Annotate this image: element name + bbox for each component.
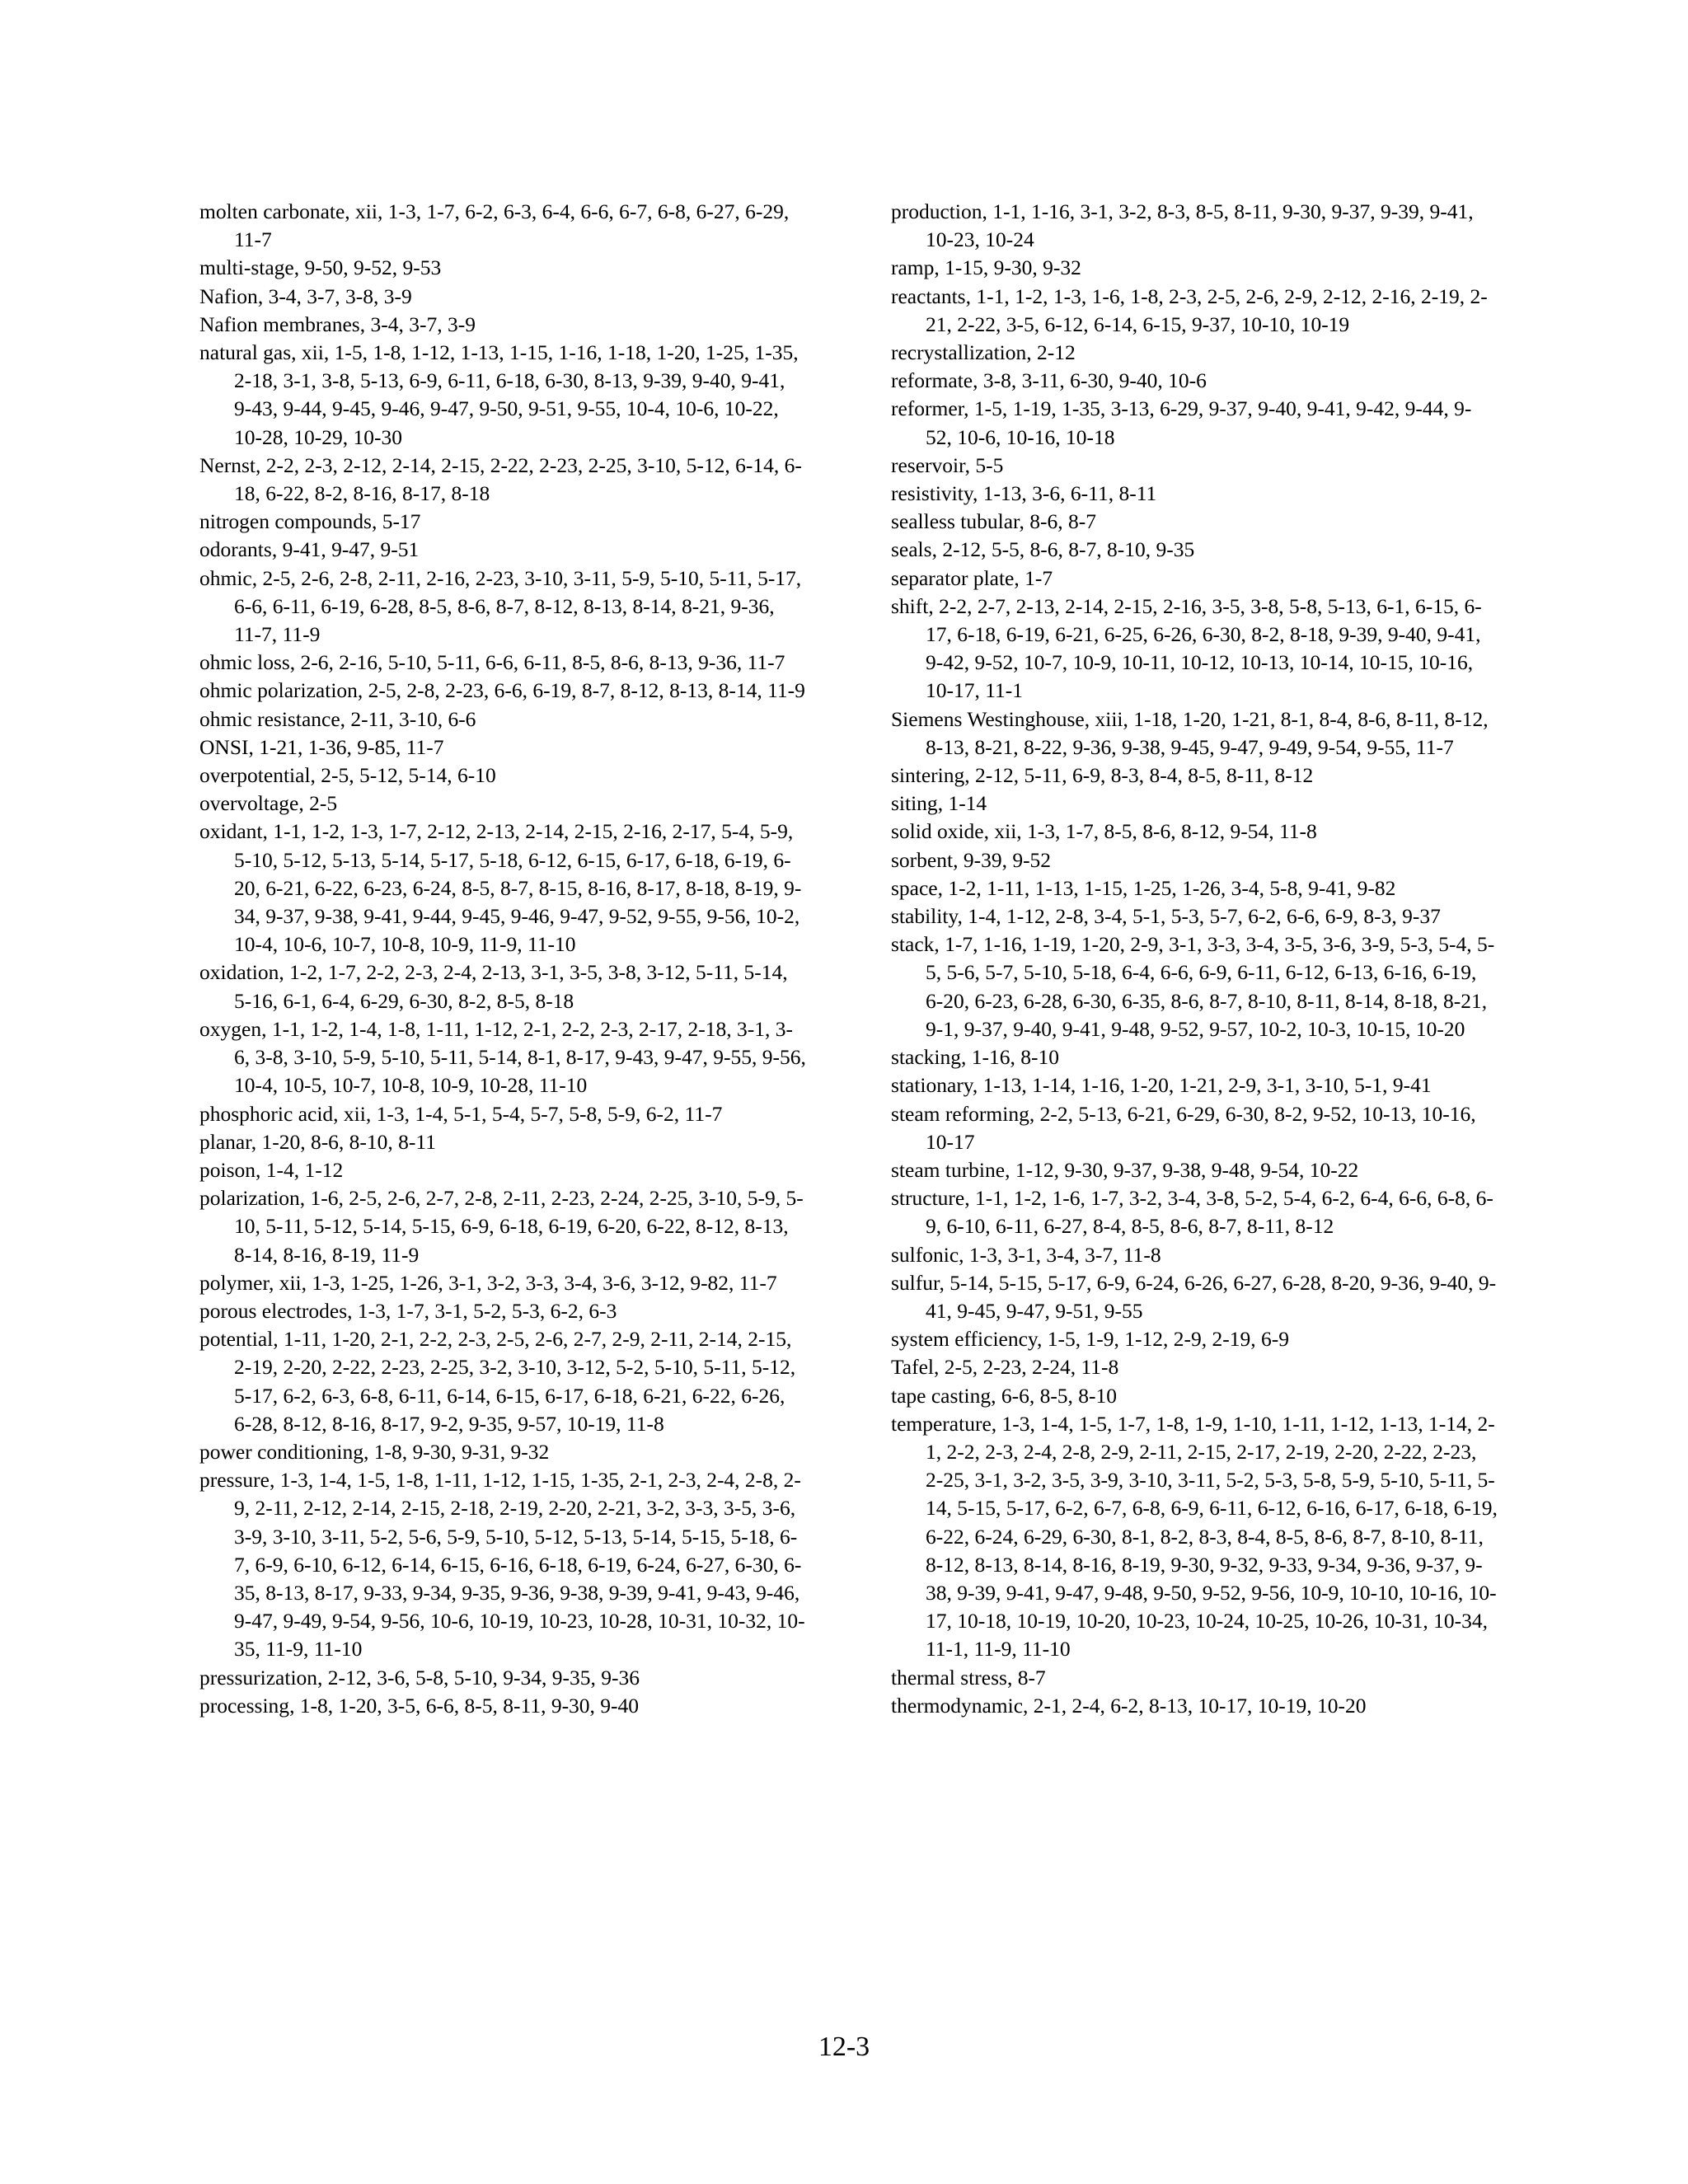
index-term: stability [891, 904, 958, 929]
index-refs: 2-5 [309, 791, 338, 816]
index-entry: overvoltage, 2-5 [199, 791, 338, 816]
index-entry: molten carbonate, xii, 1-3, 1-7, 6-2, 6-3, 6-4, 6-6, 6-7, 6-8, 6-27, 6-29, 11-7 [199, 199, 790, 252]
index-entry: phosphoric acid, xii, 1-3, 1-4, 5-1, 5-4, 5-7, 5-8, 5-9, 6-2, 11-7 [199, 1101, 723, 1126]
index-term: sulfonic [891, 1242, 959, 1267]
index-entry: oxygen, 1-1, 1-2, 1-4, 1-8, 1-11, 1-12, 2-1, 2-2, 2-3, 2-17, 2-18, 3-1, 3-6, 3-8, 3-10, 5-9, 5-10, 5-11, 5-14, 8-1, 8-17, 9-43, 9-47, 9-55, 9-56, 10-4, 10-5, 10-7, 10-8, 10-9, 10-28, 11-10 [199, 1016, 806, 1098]
index-entry: polymer, xii, 1-3, 1-25, 1-26, 3-1, 3-2, 3-3, 3-4, 3-6, 3-12, 9-82, 11-7 [199, 1270, 777, 1295]
index-term: polymer [199, 1270, 269, 1295]
index-entry: stacking, 1-16, 8-10 [891, 1045, 1059, 1070]
index-term: Siemens Westinghouse [891, 706, 1085, 731]
index-refs: 1-7 [1025, 565, 1053, 590]
index-entry: pressurization, 2-12, 3-6, 5-8, 5-10, 9-34, 9-35, 9-36 [199, 1665, 640, 1690]
index-entry: reformate, 3-8, 3-11, 6-30, 9-40, 10-6 [891, 368, 1207, 393]
index-entry: shift, 2-2, 2-7, 2-13, 2-14, 2-15, 2-16, 3-5, 3-8, 5-8, 5-13, 6-1, 6-15, 6-17, 6-18, 6-19, 6-21, 6-25, 6-26, 6-30, 8-2, 8-18, 9-39, 9-40, 9-41, 9-42, 9-52, 10-7, 10-9, 10-11, 10-12, 10-13, 10-14, 10-15, 10-16, 10-17, 11-1 [891, 593, 1482, 703]
index-refs: 1-11, 1-20, 2-1, 2-2, 2-3, 2-5, 2-6, 2-7, 2-9, 2-11, 2-14, 2-15, 2-19, 2-20, 2-22, 2-23, 2-25, 3-2, 3-10, 3-12, 5-2, 5-10, 5-11, 5-12, 5-17, 6-2, 6-3, 6-8, 6-11, 6-14, 6-15, 6-17, 6-18, 6-21, 6-22, 6-26, 6-28, 8-12, 8-16, 8-17, 9-2, 9-35, 9-57, 10-19, 11-8 [234, 1327, 796, 1436]
index-refs: 1-3, 3-1, 3-4, 3-7, 11-8 [968, 1242, 1161, 1267]
index-entry: recrystallization, 2-12 [891, 340, 1076, 365]
index-refs: 1-4, 1-12 [265, 1157, 344, 1182]
index-refs: 5-17 [382, 509, 421, 534]
index-entry: ramp, 1-15, 9-30, 9-32 [891, 255, 1081, 280]
index-term: ohmic polarization [199, 678, 358, 703]
index-term: ohmic loss [199, 650, 290, 675]
index-term: sintering [891, 763, 965, 788]
index-entry: natural gas, xii, 1-5, 1-8, 1-12, 1-13, 1-15, 1-16, 1-18, 1-20, 1-25, 1-35, 2-18, 3-1, 3-8, 5-13, 6-9, 6-11, 6-18, 6-30, 8-13, 9-39, 9-40, 9-41, 9-43, 9-44, 9-45, 9-46, 9-47, 9-50, 9-51, 9-55, 10-4, 10-6, 10-22, 10-28, 10-29, 10-30 [199, 340, 799, 449]
index-refs: 1-13, 3-6, 6-11, 8-11 [982, 481, 1157, 506]
index-entry: stack, 1-7, 1-16, 1-19, 1-20, 2-9, 3-1, 3-3, 3-4, 3-5, 3-6, 3-9, 5-3, 5-4, 5-5, 5-6, 5-7, 5-10, 5-18, 6-4, 6-6, 6-9, 6-11, 6-12, 6-13, 6-16, 6-19, 6-20, 6-23, 6-28, 6-30, 6-35, 8-6, 8-7, 8-10, 8-11, 8-14, 8-18, 8-21, 9-1, 9-37, 9-40, 9-41, 9-48, 9-52, 9-57, 10-2, 10-3, 10-15, 10-20 [891, 932, 1495, 1041]
index-term: production [891, 199, 982, 223]
index-refs: 1-12, 9-30, 9-37, 9-38, 9-48, 9-54, 10-22 [1015, 1157, 1359, 1182]
index-refs: 9-41, 9-47, 9-51 [282, 537, 420, 562]
index-entry: steam turbine, 1-12, 9-30, 9-37, 9-38, 9-48, 9-54, 10-22 [891, 1157, 1359, 1182]
index-refs: 1-1, 1-2, 1-3, 1-7, 2-12, 2-13, 2-14, 2-15, 2-16, 2-17, 5-4, 5-9, 5-10, 5-12, 5-13, 5-14, 5-17, 5-18, 6-12, 6-15, 6-17, 6-18, 6-19, 6-20, 6-21, 6-22, 6-23, 6-24, 8-5, 8-7, 8-15, 8-16, 8-17, 8-18, 8-19, 9-34, 9-37, 9-38, 9-41, 9-44, 9-45, 9-46, 9-47, 9-52, 9-55, 9-56, 10-2, 10-4, 10-6, 10-7, 10-8, 10-9, 11-9, 11-10 [234, 819, 802, 957]
index-refs: 2-5, 5-12, 5-14, 6-10 [321, 763, 496, 788]
index-entry: Nafion membranes, 3-4, 3-7, 3-9 [199, 312, 476, 336]
index-term: oxidant [199, 819, 263, 844]
index-entry: planar, 1-20, 8-6, 8-10, 8-11 [199, 1129, 436, 1154]
index-term: poison [199, 1157, 256, 1182]
index-term: separator plate [891, 565, 1015, 590]
index-entry: reformer, 1-5, 1-19, 1-35, 3-13, 6-29, 9-37, 9-40, 9-41, 9-42, 9-44, 9-52, 10-6, 10-16, 10-18 [891, 396, 1472, 449]
index-term: potential [199, 1327, 274, 1352]
index-entry: solid oxide, xii, 1-3, 1-7, 8-5, 8-6, 8-12, 9-54, 11-8 [891, 819, 1317, 844]
index-entry: stationary, 1-13, 1-14, 1-16, 1-20, 1-21, 2-9, 3-1, 3-10, 5-1, 9-41 [891, 1073, 1432, 1098]
page-number: 12-3 [818, 2032, 870, 2062]
index-refs: xii, 1-3, 1-4, 5-1, 5-4, 5-7, 5-8, 5-9, 6-2, 11-7 [343, 1101, 723, 1126]
index-entry: tape casting, 6-6, 8-5, 8-10 [891, 1383, 1118, 1408]
index-term: processing [199, 1693, 290, 1718]
index-term: phosphoric acid [199, 1101, 334, 1126]
index-term: stacking [891, 1045, 961, 1070]
index-refs: 2-5, 2-23, 2-24, 11-8 [944, 1355, 1119, 1380]
index-term: porous electrodes [199, 1298, 348, 1323]
index-term: thermal stress [891, 1665, 1007, 1690]
index-entry: Nafion, 3-4, 3-7, 3-8, 3-9 [199, 284, 412, 308]
index-term: reformate [891, 368, 973, 393]
index-entry: ohmic resistance, 2-11, 3-10, 6-6 [199, 706, 476, 731]
index-entry: overpotential, 2-5, 5-12, 5-14, 6-10 [199, 763, 496, 788]
index-refs: 2-1, 2-4, 6-2, 8-13, 10-17, 10-19, 10-20 [1033, 1693, 1367, 1718]
index-refs: 2-5, 2-8, 2-23, 6-6, 6-19, 8-7, 8-12, 8-13, 8-14, 11-9 [368, 678, 805, 703]
index-refs: 1-14 [948, 791, 987, 816]
index-refs: 1-1, 1-2, 1-4, 1-8, 1-11, 1-12, 2-1, 2-2, 2-3, 2-17, 2-18, 3-1, 3-6, 3-8, 3-10, 5-9, 5-10, 5-11, 5-14, 8-1, 8-17, 9-43, 9-47, 9-55, 9-56, 10-4, 10-5, 10-7, 10-8, 10-9, 10-28, 11-10 [234, 1016, 806, 1098]
index-term: power conditioning [199, 1439, 364, 1464]
index-term: steam turbine [891, 1157, 1006, 1182]
index-term: Tafel [891, 1355, 935, 1380]
index-term: odorants [199, 537, 272, 562]
index-entry: ohmic, 2-5, 2-6, 2-8, 2-11, 2-16, 2-23, 3-10, 3-11, 5-9, 5-10, 5-11, 5-17, 6-6, 6-11, 6-19, 6-28, 8-5, 8-6, 8-7, 8-12, 8-13, 8-14, 8-21, 9-36, 11-7, 11-9 [199, 565, 802, 647]
index-entry: nitrogen compounds, 5-17 [199, 509, 421, 534]
index-refs: 1-8, 9-30, 9-31, 9-32 [373, 1439, 550, 1464]
index-term: natural gas [199, 340, 292, 365]
index-refs: 2-2, 2-3, 2-12, 2-14, 2-15, 2-22, 2-23, 2-25, 3-10, 5-12, 6-14, 6-18, 6-22, 8-2, 8-16, 8-17, 8-18 [234, 452, 802, 506]
index-entry: sulfonic, 1-3, 3-1, 3-4, 3-7, 11-8 [891, 1242, 1161, 1267]
index-refs: 2-5, 2-6, 2-8, 2-11, 2-16, 2-23, 3-10, 3-11, 5-9, 5-10, 5-11, 5-17, 6-6, 6-11, 6-19, 6-28, 8-5, 8-6, 8-7, 8-12, 8-13, 8-14, 8-21, 9-36, 11-7, 11-9 [234, 565, 802, 647]
index-refs: 1-6, 2-5, 2-6, 2-7, 2-8, 2-11, 2-23, 2-24, 2-25, 3-10, 5-9, 5-10, 5-11, 5-12, 5-14, 5-15, 6-9, 6-18, 6-19, 6-20, 6-22, 8-12, 8-13, 8-14, 8-16, 8-19, 11-9 [234, 1186, 804, 1267]
index-entry: ohmic loss, 2-6, 2-16, 5-10, 5-11, 6-6, 6-11, 8-5, 8-6, 8-13, 9-36, 11-7 [199, 650, 785, 675]
index-refs: xii, 1-3, 1-7, 6-2, 6-3, 6-4, 6-6, 6-7, 6-8, 6-27, 6-29, 11-7 [234, 199, 790, 252]
index-entry: reactants, 1-1, 1-2, 1-3, 1-6, 1-8, 2-3, 2-5, 2-6, 2-9, 2-12, 2-16, 2-19, 2-21, 2-22, 3-5, 6-12, 6-14, 6-15, 9-37, 10-10, 10-19 [891, 284, 1488, 336]
index-term: oxidation [199, 960, 279, 985]
index-refs: 1-2, 1-11, 1-13, 1-15, 1-25, 1-26, 3-4, 5-8, 9-41, 9-82 [948, 875, 1396, 900]
index-refs: 1-15, 9-30, 9-32 [945, 255, 1081, 280]
index-term: Nafion [199, 284, 258, 308]
index-entry: temperature, 1-3, 1-4, 1-5, 1-7, 1-8, 1-9, 1-10, 1-11, 1-12, 1-13, 1-14, 2-1, 2-2, 2-3, 2-4, 2-8, 2-9, 2-11, 2-15, 2-17, 2-19, 2-20, 2-22, 2-23, 2-25, 3-1, 3-2, 3-5, 3-9, 3-10, 3-11, 5-2, 5-3, 5-8, 5-9, 5-10, 5-11, 5-14, 5-15, 5-17, 6-2, 6-7, 6-8, 6-9, 6-11, 6-12, 6-16, 6-17, 6-18, 6-19, 6-22, 6-24, 6-29, 6-30, 8-1, 8-2, 8-3, 8-4, 8-5, 8-6, 8-7, 8-10, 8-11, 8-12, 8-13, 8-14, 8-16, 8-19, 9-30, 9-32, 9-33, 9-34, 9-36, 9-37, 9-38, 9-39, 9-41, 9-47, 9-48, 9-50, 9-52, 9-56, 10-9, 10-10, 10-16, 10-17, 10-18, 10-19, 10-20, 10-23, 10-24, 10-25, 10-26, 10-31, 10-34, 11-1, 11-9, 11-10 [891, 1411, 1498, 1661]
index-entry: reservoir, 5-5 [891, 452, 1004, 477]
index-term: nitrogen compounds [199, 509, 372, 534]
index-term: reformer [891, 396, 964, 421]
index-entry: thermodynamic, 2-1, 2-4, 6-2, 8-13, 10-17, 10-19, 10-20 [891, 1693, 1367, 1718]
index-entry: sealless tubular, 8-6, 8-7 [891, 509, 1096, 534]
index-term: system efficiency [891, 1327, 1038, 1352]
index-refs: 1-1, 1-2, 1-3, 1-6, 1-8, 2-3, 2-5, 2-6, 2-9, 2-12, 2-16, 2-19, 2-21, 2-22, 3-5, 6-12, 6-14, 6-15, 9-37, 10-10, 10-19 [926, 284, 1488, 336]
index-term: sorbent [891, 847, 954, 872]
index-refs: 1-3, 1-4, 1-5, 1-8, 1-11, 1-12, 1-15, 1-35, 2-1, 2-3, 2-4, 2-8, 2-9, 2-11, 2-12, 2-14, 2-15, 2-18, 2-19, 2-20, 2-21, 3-2, 3-3, 3-5, 3-6, 3-9, 3-10, 3-11, 5-2, 5-6, 5-9, 5-10, 5-12, 5-13, 5-14, 5-15, 5-18, 6-7, 6-9, 6-10, 6-12, 6-14, 6-15, 6-16, 6-18, 6-19, 6-24, 6-27, 6-30, 6-35, 8-13, 8-17, 9-33, 9-34, 9-35, 9-36, 9-38, 9-39, 9-41, 9-43, 9-46, 9-47, 9-49, 9-54, 9-56, 10-6, 10-19, 10-23, 10-28, 10-31, 10-32, 10-35, 11-9, 11-10 [234, 1468, 805, 1661]
index-term: overpotential [199, 763, 311, 788]
index-refs: 1-5, 1-9, 1-12, 2-9, 2-19, 6-9 [1047, 1327, 1289, 1352]
index-refs: 1-2, 1-7, 2-2, 2-3, 2-4, 2-13, 3-1, 3-5, 3-8, 3-12, 5-11, 5-14, 5-16, 6-1, 6-4, 6-29, 6-30, 8-2, 8-5, 8-18 [234, 960, 788, 1013]
index-term: ramp [891, 255, 935, 280]
index-entry: ONSI, 1-21, 1-36, 9-85, 11-7 [199, 734, 444, 759]
index-entry: space, 1-2, 1-11, 1-13, 1-15, 1-25, 1-26, 3-4, 5-8, 9-41, 9-82 [891, 875, 1396, 900]
index-term: structure [891, 1186, 965, 1211]
index-refs: xiii, 1-18, 1-20, 1-21, 8-1, 8-4, 8-6, 8-11, 8-12, 8-13, 8-21, 8-22, 9-36, 9-38, 9-45, 9-47, 9-49, 9-54, 9-55, 11-7 [926, 706, 1489, 759]
index-refs: 3-4, 3-7, 3-8, 3-9 [268, 284, 412, 308]
index-entry: pressure, 1-3, 1-4, 1-5, 1-8, 1-11, 1-12, 1-15, 1-35, 2-1, 2-3, 2-4, 2-8, 2-9, 2-11, 2-12, 2-14, 2-15, 2-18, 2-19, 2-20, 2-21, 3-2, 3-3, 3-5, 3-6, 3-9, 3-10, 3-11, 5-2, 5-6, 5-9, 5-10, 5-12, 5-13, 5-14, 5-15, 5-18, 6-7, 6-9, 6-10, 6-12, 6-14, 6-15, 6-16, 6-18, 6-19, 6-24, 6-27, 6-30, 6-35, 8-13, 8-17, 9-33, 9-34, 9-35, 9-36, 9-38, 9-39, 9-41, 9-43, 9-46, 9-47, 9-49, 9-54, 9-56, 10-6, 10-19, 10-23, 10-28, 10-31, 10-32, 10-35, 11-9, 11-10 [199, 1468, 805, 1661]
index-entry: Siemens Westinghouse, xiii, 1-18, 1-20, 1-21, 8-1, 8-4, 8-6, 8-11, 8-12, 8-13, 8-21, 8-22, 9-36, 9-38, 9-45, 9-47, 9-49, 9-54, 9-55, 11-7 [891, 706, 1489, 759]
index-refs: 1-8, 1-20, 3-5, 6-6, 8-5, 8-11, 9-30, 9-40 [299, 1693, 640, 1718]
index-entry: porous electrodes, 1-3, 1-7, 3-1, 5-2, 5-3, 6-2, 6-3 [199, 1298, 617, 1323]
index-refs: 1-20, 8-6, 8-10, 8-11 [261, 1129, 436, 1154]
index-term: multi-stage [199, 255, 294, 280]
index-entry: siting, 1-14 [891, 791, 987, 816]
index-refs: 1-4, 1-12, 2-8, 3-4, 5-1, 5-3, 5-7, 6-2, 6-6, 6-9, 8-3, 9-37 [968, 904, 1441, 929]
index-entry: potential, 1-11, 1-20, 2-1, 2-2, 2-3, 2-5, 2-6, 2-7, 2-9, 2-11, 2-14, 2-15, 2-19, 2-20, 2-22, 2-23, 2-25, 3-2, 3-10, 3-12, 5-2, 5-10, 5-11, 5-12, 5-17, 6-2, 6-3, 6-8, 6-11, 6-14, 6-15, 6-17, 6-18, 6-21, 6-22, 6-26, 6-28, 8-12, 8-16, 8-17, 9-2, 9-35, 9-57, 10-19, 11-8 [199, 1327, 796, 1436]
index-entry: resistivity, 1-13, 3-6, 6-11, 8-11 [891, 481, 1157, 506]
index-term: molten carbonate [199, 199, 345, 223]
index-refs: 3-8, 3-11, 6-30, 9-40, 10-6 [982, 368, 1207, 393]
index-entry: structure, 1-1, 1-2, 1-6, 1-7, 3-2, 3-4, 3-8, 5-2, 5-4, 6-2, 6-4, 6-6, 6-8, 6-9, 6-10, 6-11, 6-27, 8-4, 8-5, 8-6, 8-7, 8-11, 8-12 [891, 1186, 1493, 1239]
index-entry: ohmic polarization, 2-5, 2-8, 2-23, 6-6, 6-19, 8-7, 8-12, 8-13, 8-14, 11-9 [199, 678, 805, 703]
index-entry: polarization, 1-6, 2-5, 2-6, 2-7, 2-8, 2-11, 2-23, 2-24, 2-25, 3-10, 5-9, 5-10, 5-11, 5-12, 5-14, 5-15, 6-9, 6-18, 6-19, 6-20, 6-22, 8-12, 8-13, 8-14, 8-16, 8-19, 11-9 [199, 1186, 804, 1267]
index-term: resistivity [891, 481, 973, 506]
index-refs: 6-6, 8-5, 8-10 [1001, 1383, 1118, 1408]
index-refs: 2-12, 3-6, 5-8, 5-10, 9-34, 9-35, 9-36 [327, 1665, 640, 1690]
index-column-right [891, 198, 1498, 1720]
index-term: seals [891, 537, 932, 562]
index-entry: processing, 1-8, 1-20, 3-5, 6-6, 8-5, 8-11, 9-30, 9-40 [199, 1693, 640, 1718]
index-refs: 1-21, 1-36, 9-85, 11-7 [259, 734, 444, 759]
index-term: temperature [891, 1411, 992, 1436]
index-entry: stability, 1-4, 1-12, 2-8, 3-4, 5-1, 5-3, 5-7, 6-2, 6-6, 6-9, 8-3, 9-37 [891, 904, 1441, 929]
index-refs: 1-13, 1-14, 1-16, 1-20, 1-21, 2-9, 3-1, 3-10, 5-1, 9-41 [982, 1073, 1432, 1098]
index-term: ohmic [199, 565, 252, 590]
index-entry: system efficiency, 1-5, 1-9, 1-12, 2-9, 2-19, 6-9 [891, 1327, 1289, 1352]
index-entry: sintering, 2-12, 5-11, 6-9, 8-3, 8-4, 8-5, 8-11, 8-12 [891, 763, 1314, 788]
index-refs: 9-50, 9-52, 9-53 [304, 255, 442, 280]
index-column-left [199, 198, 806, 1720]
index-entry: seals, 2-12, 5-5, 8-6, 8-7, 8-10, 9-35 [891, 537, 1195, 562]
index-refs: 2-12 [1037, 340, 1076, 365]
index-refs: 1-5, 1-19, 1-35, 3-13, 6-29, 9-37, 9-40, 9-41, 9-42, 9-44, 9-52, 10-6, 10-16, 10-18 [926, 396, 1472, 449]
index-refs: 3-4, 3-7, 3-9 [370, 312, 476, 336]
index-entry: poison, 1-4, 1-12 [199, 1157, 344, 1182]
index-refs: 8-7 [1017, 1665, 1046, 1690]
index-term: sealless tubular [891, 509, 1020, 534]
index-refs: 9-39, 9-52 [963, 847, 1052, 872]
index-term: siting [891, 791, 938, 816]
index-refs: xii, 1-3, 1-7, 8-5, 8-6, 8-12, 9-54, 11-8 [994, 819, 1317, 844]
index-refs: 1-3, 1-4, 1-5, 1-7, 1-8, 1-9, 1-10, 1-11, 1-12, 1-13, 1-14, 2-1, 2-2, 2-3, 2-4, 2-8, 2-9, 2-11, 2-15, 2-17, 2-19, 2-20, 2-22, 2-23, 2-25, 3-1, 3-2, 3-5, 3-9, 3-10, 3-11, 5-2, 5-3, 5-8, 5-9, 5-10, 5-11, 5-14, 5-15, 5-17, 6-2, 6-7, 6-8, 6-9, 6-11, 6-12, 6-16, 6-17, 6-18, 6-19, 6-22, 6-24, 6-29, 6-30, 8-1, 8-2, 8-3, 8-4, 8-5, 8-6, 8-7, 8-10, 8-11, 8-12, 8-13, 8-14, 8-16, 8-19, 9-30, 9-32, 9-33, 9-34, 9-36, 9-37, 9-38, 9-39, 9-41, 9-47, 9-48, 9-50, 9-52, 9-56, 10-9, 10-10, 10-16, 10-17, 10-18, 10-19, 10-20, 10-23, 10-24, 10-25, 10-26, 10-31, 10-34, 11-1, 11-9, 11-10 [926, 1411, 1498, 1661]
index-refs: 1-16, 8-10 [971, 1045, 1059, 1070]
index-term: stationary [891, 1073, 973, 1098]
index-term: shift [891, 593, 929, 618]
index-term: reservoir [891, 452, 965, 477]
index-refs: 5-14, 5-15, 5-17, 6-9, 6-24, 6-26, 6-27, 6-28, 8-20, 9-36, 9-40, 9-41, 9-45, 9-47, 9-51, 9-55 [926, 1270, 1497, 1323]
index-refs: xii, 1-3, 1-25, 1-26, 3-1, 3-2, 3-3, 3-4, 3-6, 3-12, 9-82, 11-7 [279, 1270, 777, 1295]
index-refs: 2-12, 5-11, 6-9, 8-3, 8-4, 8-5, 8-11, 8-12 [975, 763, 1314, 788]
index-term: stack [891, 932, 935, 957]
index-term: recrystallization [891, 340, 1027, 365]
index-term: pressurization [199, 1665, 318, 1690]
index-refs: 5-5 [975, 452, 1004, 477]
index-term: Nafion membranes [199, 312, 360, 336]
index-term: sulfur [891, 1270, 940, 1295]
index-term: reactants [891, 284, 966, 308]
index-refs: 1-1, 1-16, 3-1, 3-2, 8-3, 8-5, 8-11, 9-30, 9-37, 9-39, 9-41, 10-23, 10-24 [926, 199, 1474, 252]
index-term: space [891, 875, 938, 900]
index-term: oxygen [199, 1016, 262, 1041]
index-term: tape casting [891, 1383, 992, 1408]
index-entry: Tafel, 2-5, 2-23, 2-24, 11-8 [891, 1355, 1119, 1380]
index-refs: 8-6, 8-7 [1029, 509, 1096, 534]
index-refs: 2-12, 5-5, 8-6, 8-7, 8-10, 9-35 [942, 537, 1195, 562]
index-term: ONSI [199, 734, 249, 759]
index-entry: power conditioning, 1-8, 9-30, 9-31, 9-32 [199, 1439, 550, 1464]
index-refs: 1-3, 1-7, 3-1, 5-2, 5-3, 6-2, 6-3 [357, 1298, 617, 1323]
index-entry: production, 1-1, 1-16, 3-1, 3-2, 8-3, 8-5, 8-11, 9-30, 9-37, 9-39, 9-41, 10-23, 10-24 [891, 199, 1474, 252]
index-entry: Nernst, 2-2, 2-3, 2-12, 2-14, 2-15, 2-22, 2-23, 2-25, 3-10, 5-12, 6-14, 6-18, 6-22, 8-2, 8-16, 8-17, 8-18 [199, 452, 802, 506]
index-term: polarization [199, 1186, 300, 1211]
index-entry: odorants, 9-41, 9-47, 9-51 [199, 537, 420, 562]
index-refs: xii, 1-5, 1-8, 1-12, 1-13, 1-15, 1-16, 1-18, 1-20, 1-25, 1-35, 2-18, 3-1, 3-8, 5-13, 6-9, 6-11, 6-18, 6-30, 8-13, 9-39, 9-40, 9-41, 9-43, 9-44, 9-45, 9-46, 9-47, 9-50, 9-51, 9-55, 10-4, 10-6, 10-22, 10-28, 10-29, 10-30 [234, 340, 799, 449]
index-entry: steam reforming, 2-2, 5-13, 6-21, 6-29, 6-30, 8-2, 9-52, 10-13, 10-16, 10-17 [891, 1101, 1476, 1154]
index-entry: oxidation, 1-2, 1-7, 2-2, 2-3, 2-4, 2-13, 3-1, 3-5, 3-8, 3-12, 5-11, 5-14, 5-16, 6-1, 6-4, 6-29, 6-30, 8-2, 8-5, 8-18 [199, 960, 788, 1013]
index-entry: sorbent, 9-39, 9-52 [891, 847, 1052, 872]
index-term: Nernst [199, 452, 256, 477]
index-refs: 2-11, 3-10, 6-6 [350, 706, 476, 731]
index-term: pressure [199, 1468, 270, 1493]
index-term: planar [199, 1129, 251, 1154]
index-entry: sulfur, 5-14, 5-15, 5-17, 6-9, 6-24, 6-26, 6-27, 6-28, 8-20, 9-36, 9-40, 9-41, 9-45, 9-47, 9-51, 9-55 [891, 1270, 1497, 1323]
index-term: solid oxide [891, 819, 984, 844]
index-refs: 2-2, 2-7, 2-13, 2-14, 2-15, 2-16, 3-5, 3-8, 5-8, 5-13, 6-1, 6-15, 6-17, 6-18, 6-19, 6-21, 6-25, 6-26, 6-30, 8-2, 8-18, 9-39, 9-40, 9-41, 9-42, 9-52, 10-7, 10-9, 10-11, 10-12, 10-13, 10-14, 10-15, 10-16, 10-17, 11-1 [926, 593, 1482, 703]
index-entry: separator plate, 1-7 [891, 565, 1053, 590]
index-entry: oxidant, 1-1, 1-2, 1-3, 1-7, 2-12, 2-13, 2-14, 2-15, 2-16, 2-17, 5-4, 5-9, 5-10, 5-12, 5-13, 5-14, 5-17, 5-18, 6-12, 6-15, 6-17, 6-18, 6-19, 6-20, 6-21, 6-22, 6-23, 6-24, 8-5, 8-7, 8-15, 8-16, 8-17, 8-18, 8-19, 9-34, 9-37, 9-38, 9-41, 9-44, 9-45, 9-46, 9-47, 9-52, 9-55, 9-56, 10-2, 10-4, 10-6, 10-7, 10-8, 10-9, 11-9, 11-10 [199, 819, 802, 957]
index-term: steam reforming [891, 1101, 1029, 1126]
index-refs: 2-6, 2-16, 5-10, 5-11, 6-6, 6-11, 8-5, 8-6, 8-13, 9-36, 11-7 [300, 650, 785, 675]
index-refs: 1-7, 1-16, 1-19, 1-20, 2-9, 3-1, 3-3, 3-4, 3-5, 3-6, 3-9, 5-3, 5-4, 5-5, 5-6, 5-7, 5-10, 5-18, 6-4, 6-6, 6-9, 6-11, 6-12, 6-13, 6-16, 6-19, 6-20, 6-23, 6-28, 6-30, 6-35, 8-6, 8-7, 8-10, 8-11, 8-14, 8-18, 8-21, 9-1, 9-37, 9-40, 9-41, 9-48, 9-52, 9-57, 10-2, 10-3, 10-15, 10-20 [926, 932, 1495, 1041]
index-entry: multi-stage, 9-50, 9-52, 9-53 [199, 255, 442, 280]
index-refs: 2-2, 5-13, 6-21, 6-29, 6-30, 8-2, 9-52, 10-13, 10-16, 10-17 [926, 1101, 1476, 1154]
index-refs: 1-1, 1-2, 1-6, 1-7, 3-2, 3-4, 3-8, 5-2, 5-4, 6-2, 6-4, 6-6, 6-8, 6-9, 6-10, 6-11, 6-27, 8-4, 8-5, 8-6, 8-7, 8-11, 8-12 [926, 1186, 1493, 1239]
index-term: thermodynamic [891, 1693, 1024, 1718]
index-term: ohmic resistance [199, 706, 340, 731]
index-entry: thermal stress, 8-7 [891, 1665, 1046, 1690]
index-term: overvoltage [199, 791, 299, 816]
